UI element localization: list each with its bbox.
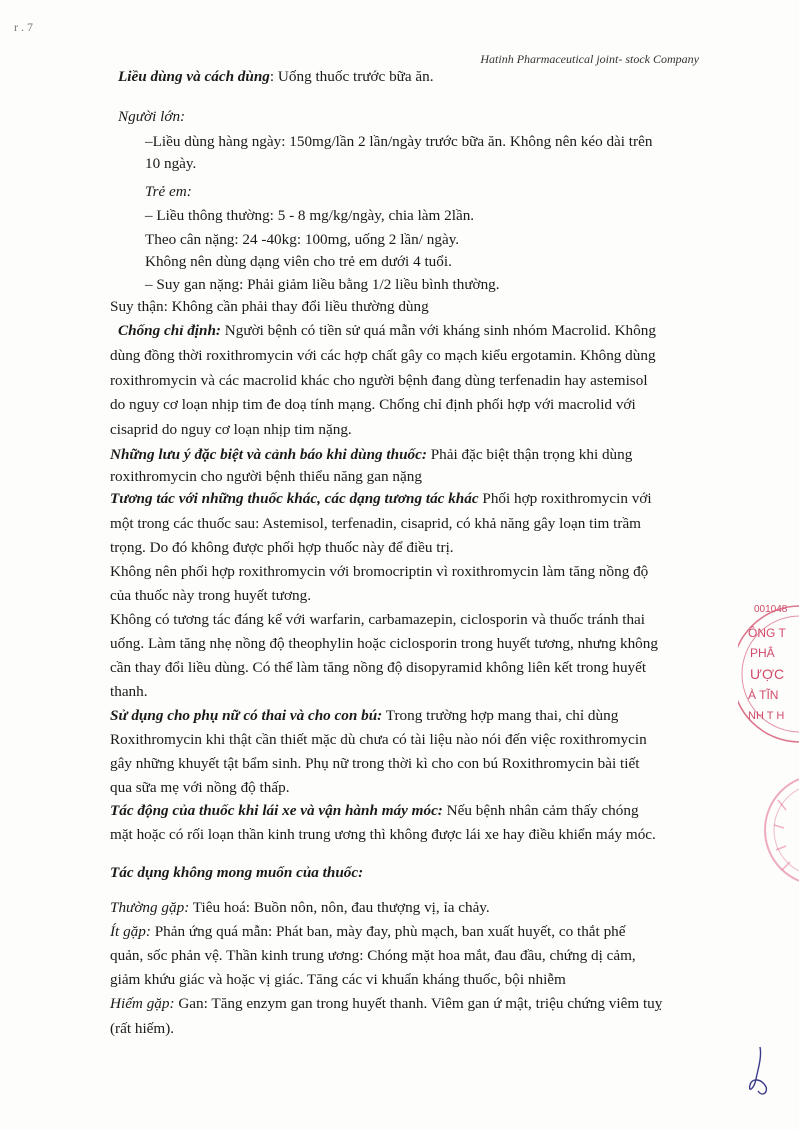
uncommon-label: Ít gặp: — [110, 923, 151, 940]
dosage-heading-line — [118, 66, 434, 88]
pregnancy-line-3: gây những khuyết tật bẩm sinh. Phụ nữ trong thời kì cho con bú Roxithromycin bài tiết — [110, 755, 640, 772]
adult-line-1: –Liều dùng hàng ngày: 150mg/lần 2 lần/ngày trước bữa ăn. Không nên kéo dài trên — [145, 133, 653, 150]
uncommon-line-2: quản, sốc phản vệ. Thần kinh trung ương: Chóng mặt hoa mắt, đau đầu, chứng dị cảm, — [110, 947, 636, 964]
interactions-line-3: trọng. Do đó không được phối hợp thuốc này để điều trị. — [110, 539, 454, 556]
rare-line-1 — [110, 993, 662, 1015]
child-line-2: Theo cân nặng: 24 -40kg: 100mg, uống 2 lần/ ngày. — [145, 231, 460, 248]
interactions-line-7: uống. Làm tăng nhẹ nồng độ theophylin hoặc ciclosporin trong huyết tương, nhưng không — [110, 635, 658, 652]
interactions-line-5: của thuốc này trong huyết tương. — [110, 587, 311, 604]
contra-text-1: Người bệnh có tiền sử quá mẫn với kháng sinh nhóm Macrolid. Không — [220, 322, 656, 339]
seal-icon — [760, 770, 799, 910]
adult-line-2: 10 ngày. — [145, 155, 197, 172]
stamp-text-3: ƯỢC — [750, 666, 785, 682]
dosage-heading-rest: : Uống thuốc trước bữa ăn. — [269, 68, 434, 85]
warning-text-1: Phải đặc biệt thận trọng khi dùng — [426, 446, 633, 463]
driving-line-1 — [110, 800, 639, 822]
company-stamp — [738, 596, 799, 756]
dosage-heading: Liều dùng và cách dùng — [118, 68, 270, 85]
common-line — [110, 897, 490, 919]
child-line-1: – Liều thông thường: 5 - 8 mg/kg/ngày, chia làm 2lần. — [145, 207, 475, 224]
common-text: Tiêu hoá: Buồn nôn, nôn, đau thượng vị, ỉa chảy. — [189, 899, 490, 916]
contra-heading: Chống chỉ định: — [118, 322, 221, 339]
contra-line-4: do nguy cơ loạn nhịp tim đe doạ tính mạng. Chống chỉ định phối hợp với macrolid với — [110, 396, 636, 413]
warning-heading: Những lưu ý đặc biệt và cảnh báo khi dùng thuốc: — [110, 446, 427, 463]
pregnancy-line-4: qua sữa mẹ với nồng độ thấp. — [110, 779, 290, 796]
stamp-number: 001048 — [754, 604, 788, 615]
interactions-line-1 — [110, 488, 652, 510]
company-header: Hatinh Pharmaceutical joint- stock Company — [480, 52, 699, 66]
rare-text-1: Gan: Tăng enzym gan trong huyết thanh. Viêm gan ứ mật, triệu chứng viêm tuỵ — [174, 995, 663, 1012]
contra-line-1 — [118, 320, 656, 342]
kidney-line: Suy thận: Không cần phải thay đổi liều thường dùng — [110, 298, 429, 315]
rare-label: Hiếm gặp: — [110, 995, 175, 1012]
driving-heading: Tác động của thuốc khi lái xe và vận hành máy móc: — [110, 802, 443, 819]
warning-line-2: roxithromycin cho người bệnh thiểu năng gan nặng — [110, 468, 422, 485]
pregnancy-heading: Sử dụng cho phụ nữ có thai và cho con bú: — [110, 707, 383, 724]
rare-line-2: (rất hiếm). — [110, 1020, 175, 1037]
interactions-line-4: Không nên phối hợp roxithromycin với bromocriptin vì roxithromycin làm tăng nồng độ — [110, 563, 649, 580]
adult-label: Người lớn: — [118, 108, 186, 125]
stamp-text-4: À TĨN — [748, 688, 779, 702]
driving-text-1: Nếu bệnh nhân cảm thấy chóng — [442, 802, 639, 819]
signature-icon — [740, 1045, 780, 1100]
pregnancy-line-2: Roxithromycin khi thật cần thiết mặc dù chưa có tài liệu nào nói đến việc roxithromycin — [110, 731, 647, 748]
pregnancy-line-1 — [110, 705, 618, 727]
side-effects-heading-line — [110, 862, 363, 884]
common-label: Thường gặp: — [110, 899, 190, 916]
stamp-text-2: PHÂ — [750, 646, 775, 660]
interactions-line-6: Không có tương tác đáng kể với warfarin, carbamazepin, ciclosporin và thuốc tránh thai — [110, 611, 645, 628]
uncommon-line-1 — [110, 921, 626, 943]
interactions-line-2: một trong các thuốc sau: Astemisol, terfenadin, cisaprid, có khả năng gây loạn tim trầm — [110, 515, 641, 532]
interactions-text-1: Phối hợp roxithromycin với — [478, 490, 652, 507]
warning-line-1 — [110, 444, 632, 466]
interactions-line-9: thanh. — [110, 683, 148, 700]
stamp-text-5: NH T H — [748, 710, 785, 722]
liver-line: – Suy gan nặng: Phải giảm liều bằng 1/2 liều bình thường. — [145, 276, 500, 293]
contra-line-5: cisaprid do nguy cơ loạn nhịp tim nặng. — [110, 421, 352, 438]
uncommon-text-1: Phản ứng quá mẫn: Phát ban, mày đay, phù mạch, ban xuất huyết, co thắt phế — [150, 923, 626, 940]
uncommon-line-3: giảm khứu giác và hoặc vị giác. Tăng các vi khuẩn kháng thuốc, bội nhiễm — [110, 971, 566, 988]
stamp-text-1: ÔNG T — [748, 626, 786, 640]
corner-mark: r . 7 — [14, 20, 33, 34]
contra-line-3: roxithromycin và các macrolid khác cho người bệnh đang dùng terfenadin hay astemisol — [110, 372, 648, 389]
child-label: Trẻ em: — [145, 183, 192, 200]
driving-line-2: mặt hoặc có rối loạn thần kinh trung ương thì không được lái xe hay điều khiển máy móc. — [110, 826, 656, 843]
side-effects-heading: Tác dụng không mong muốn của thuốc: — [110, 864, 364, 881]
interactions-line-8: cần thay đổi liều dùng. Có thể làm tăng nồng độ disopyramid không liên kết trong huyết — [110, 659, 647, 676]
contra-line-2: dùng đồng thời roxithromycin với các hợp chất gây co mạch kiểu ergotamin. Không dùng — [110, 347, 656, 364]
interactions-heading: Tương tác với những thuốc khác, các dạng tương tác khác — [110, 490, 479, 507]
child-line-3: Không nên dùng dạng viên cho trẻ em dưới 4 tuổi. — [145, 253, 452, 270]
pregnancy-text-1: Trong trường hợp mang thai, chỉ dùng — [382, 707, 619, 724]
